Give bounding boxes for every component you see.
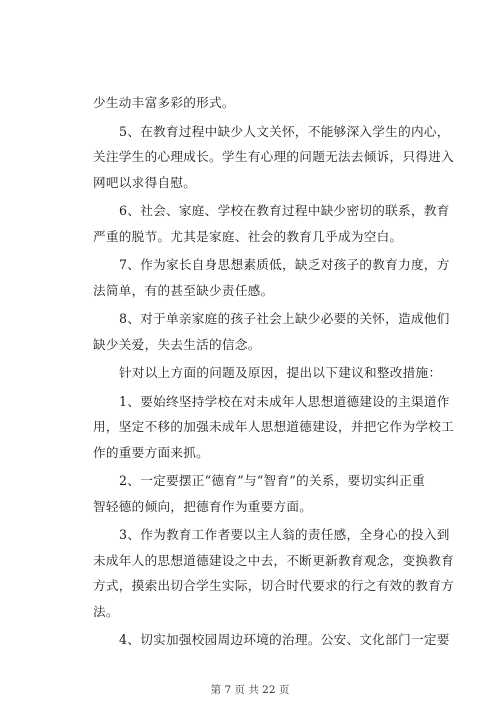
text-line: 缺少关爱，失去生活的信念。 <box>93 336 261 352</box>
text-line: 智轻德的倾向，把德育作为重要方面。 <box>93 498 313 514</box>
text-line: 1、要始终坚持学校在对未成年人思想道德建设的主渠道作 <box>119 393 450 409</box>
text-line: 关注学生的心理成长。学生有心理的问题无法去倾诉，只得进入 <box>93 149 455 164</box>
paragraph <box>93 389 455 466</box>
paragraph <box>93 252 450 303</box>
text-line: 2、一定要摆正“德育”与“智育”的关系，要切实纠正重 <box>119 473 426 488</box>
text-line: 未成年人的思想道德建设之中去，不断更新教育观念，变换教育 <box>93 552 455 568</box>
text-line: 法简单，有的甚至缺少责任感。 <box>93 282 274 298</box>
text-line: 法。 <box>93 603 119 619</box>
text-line: 6、社会、家庭、学校在教育过程中缺少密切的联系，教育 <box>119 203 450 218</box>
text-line: 4、切实加强校园周边环境的治理。公安、文化部门一定要 <box>119 632 450 647</box>
document-body <box>93 90 455 656</box>
text-line: 3、作为教育工作者要以主人翁的责任感，全身心的投入到 <box>119 527 450 542</box>
paragraph <box>93 90 413 116</box>
paragraph <box>93 468 426 519</box>
paragraph <box>93 198 450 249</box>
text-line: 网吧以求得自慰。 <box>93 174 197 190</box>
paragraph <box>93 627 450 653</box>
paragraph <box>93 306 450 357</box>
paragraph <box>93 522 455 624</box>
text-line: 严重的脱节。尤其是家庭、社会的教育几乎成为空白。 <box>93 228 403 244</box>
text-line: 5、在教育过程中缺少人文关怀，不能够深入学生的内心， <box>119 123 450 139</box>
page-footer: 第 7 页 共 22 页 <box>210 684 290 696</box>
text-line: 少生动丰富多彩的形式。 <box>93 95 235 110</box>
text-line: 作的重要方面来抓。 <box>93 444 210 460</box>
paragraph <box>93 119 455 196</box>
text-line: 方式，摸索出切合学生实际，切合时代要求的行之有效的教育方 <box>93 578 455 593</box>
text-line: 用，坚定不移的加强未成年人思想道德建设，并把它作为学校工 <box>93 419 455 434</box>
paragraph <box>93 360 442 386</box>
text-line: 7、作为家长自身思想素质低，缺乏对孩子的教育力度，方 <box>119 257 450 272</box>
text-line: 8、对于单亲家庭的孩子社会上缺少必要的关怀，造成他们 <box>119 311 450 326</box>
text-line: 针对以上方面的问题及原因，提出以下建议和整改措施： <box>119 365 442 380</box>
